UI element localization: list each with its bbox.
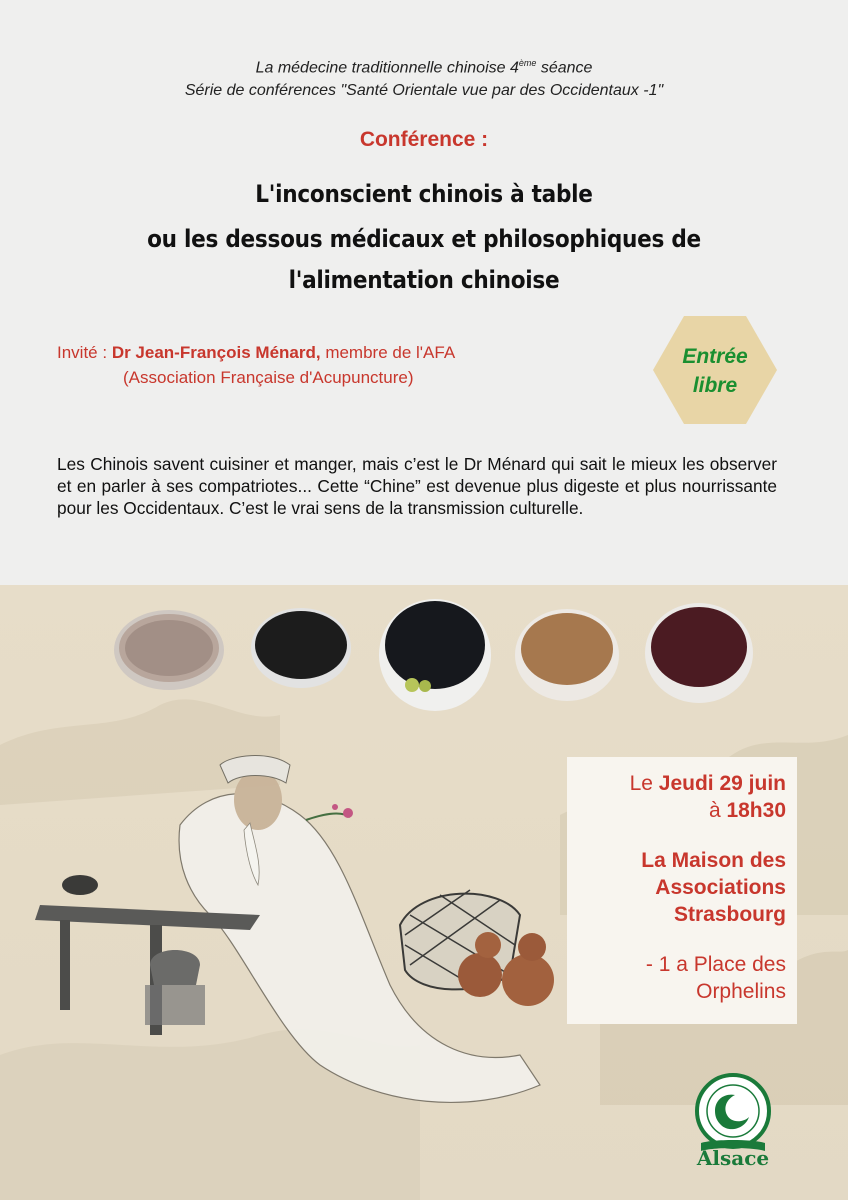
description: Les Chinois savent cuisiner et manger, mais c’est le Dr Ménard qui sait le mieux les observer et en parler à ses compatriotes... Cette “Chine” est devenue plus digeste et plus nourrissante pour les Occidentaux. C’est le vrai sens de la transmission culturelle. — [57, 454, 777, 518]
event-date: Le Jeudi 29 juin — [629, 772, 786, 795]
title-line-2: ou les dessous médicaux et philosophiques de — [147, 225, 701, 253]
guest-line: Invité : Dr Jean-François Ménard, membre de l'AFA — [57, 343, 456, 362]
grain-bowl-5 — [645, 603, 753, 703]
title-line-3: l'alimentation chinoise — [288, 266, 560, 294]
guest-association: (Association Française d'Acupuncture) — [123, 368, 414, 387]
grain-bowl-1 — [114, 610, 224, 690]
entry-badge-text: Entrée libre — [682, 345, 748, 397]
title-line-1: L'inconscient chinois à table — [255, 180, 593, 208]
address-line-2: Orphelins — [696, 980, 786, 1003]
address-line-1: - 1 a Place des — [645, 953, 786, 976]
grain-bowl-3 — [379, 599, 491, 711]
guest-name: Dr Jean-François Ménard, — [111, 343, 321, 362]
venue-line-1: La Maison des — [641, 849, 786, 872]
grain-bowl-2 — [251, 608, 351, 688]
series-session-line: La médecine traditionnelle chinoise 4ème séance — [255, 58, 593, 77]
venue-line-2: Associations — [655, 876, 786, 899]
grain-bowl-4 — [515, 609, 619, 701]
conference-label: Conférence : — [359, 128, 489, 151]
event-time: à 18h30 — [708, 799, 786, 822]
logo-text: Alsace — [696, 1146, 770, 1170]
venue-line-3: Strasbourg — [673, 903, 786, 926]
series-title-line: Série de conférences "Santé Orientale vue par des Occidentaux -1" — [184, 82, 664, 99]
